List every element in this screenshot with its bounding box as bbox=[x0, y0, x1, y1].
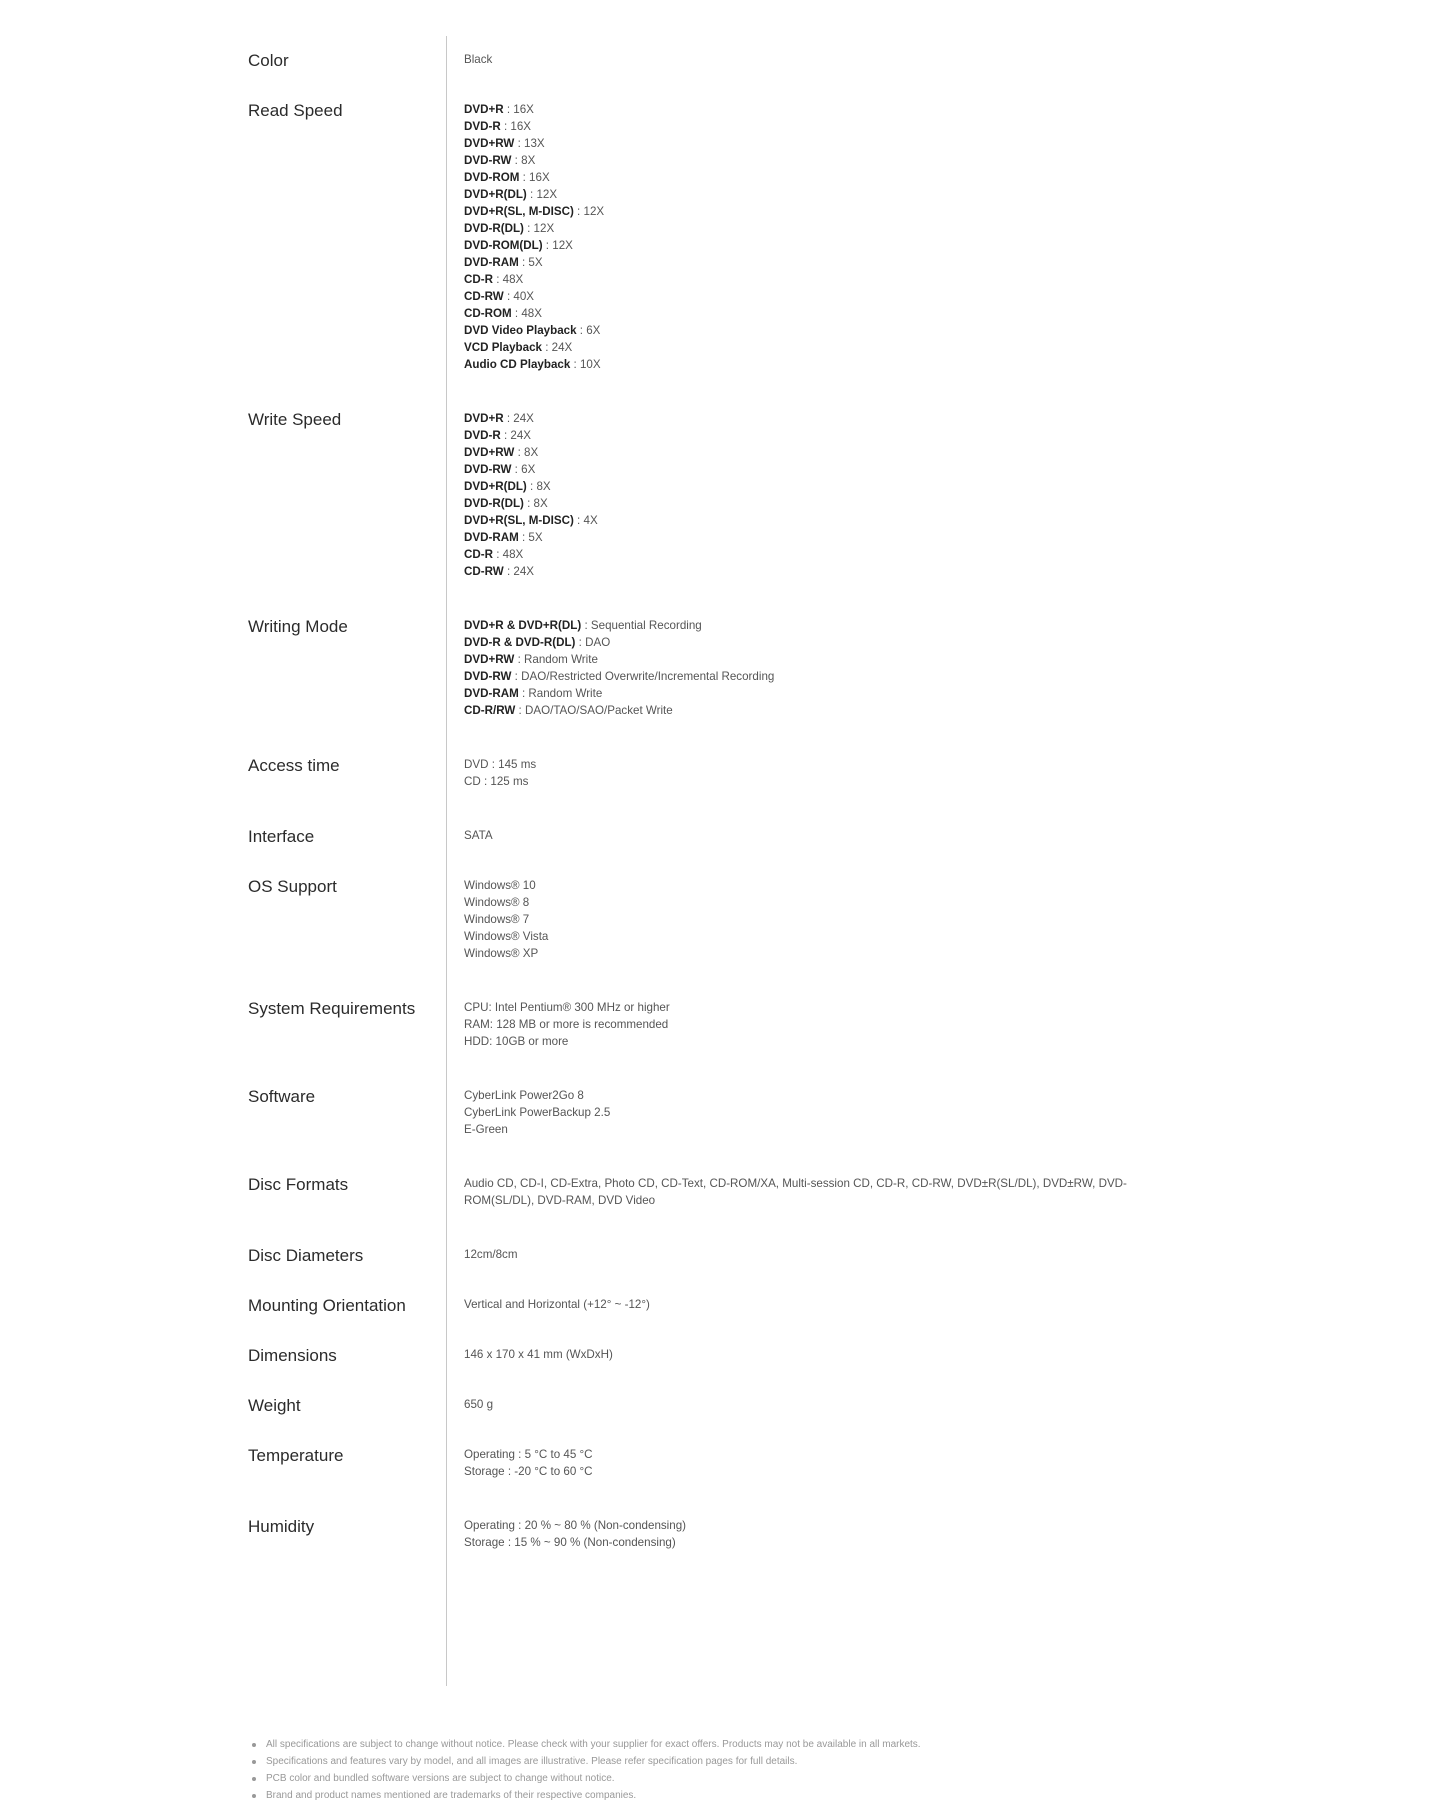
spec-text: : 10X bbox=[570, 358, 601, 371]
spec-value-line bbox=[464, 877, 548, 894]
spec-value-line bbox=[464, 945, 548, 962]
spec-value-line bbox=[464, 668, 774, 685]
spec-text: : 24X bbox=[500, 429, 532, 442]
spec-value-line bbox=[464, 1296, 650, 1313]
spec-label: Access time bbox=[248, 756, 340, 775]
spec-label: Dimensions bbox=[248, 1346, 337, 1365]
spec-text: : 48X bbox=[492, 548, 524, 561]
spec-key: CD-RW bbox=[464, 290, 504, 303]
spec-key: DVD-R bbox=[464, 429, 501, 442]
spec-label: Color bbox=[248, 51, 289, 70]
spec-key: DVD-R & DVD-R(DL) bbox=[464, 636, 576, 649]
spec-text: Windows® Vista bbox=[464, 930, 549, 943]
spec-value-line bbox=[464, 1517, 686, 1534]
spec-label: Weight bbox=[248, 1396, 301, 1415]
spec-key: DVD-RW bbox=[464, 154, 512, 167]
spec-value bbox=[464, 1231, 517, 1263]
spec-text: : DAO/TAO/SAO/Packet Write bbox=[515, 704, 673, 717]
spec-text: Vertical and Horizontal (+12° ~ -12°) bbox=[464, 1298, 650, 1311]
spec-label: OS Support bbox=[248, 877, 337, 896]
spec-text: : 12X bbox=[542, 239, 573, 252]
spec-text: DVD : 145 ms bbox=[464, 758, 537, 771]
spec-value bbox=[464, 602, 774, 719]
spec-key: DVD Video Playback bbox=[464, 324, 577, 337]
spec-text: : 16X bbox=[500, 120, 532, 133]
spec-value-line bbox=[464, 512, 598, 529]
spec-label: Interface bbox=[248, 827, 315, 846]
spec-value-line bbox=[464, 1446, 593, 1463]
spec-text: 146 x 170 x 41 mm (WxDxH) bbox=[464, 1348, 613, 1361]
spec-text: : 12X bbox=[523, 222, 555, 235]
spec-value-line bbox=[464, 444, 598, 461]
spec-value-line bbox=[464, 773, 536, 790]
spec-text: : 16X bbox=[503, 103, 534, 116]
spec-text: : 4X bbox=[573, 514, 598, 527]
footnote-list bbox=[238, 1736, 921, 1804]
spec-text: E-Green bbox=[464, 1123, 508, 1136]
spec-value bbox=[464, 1381, 493, 1413]
spec-value-line bbox=[464, 1016, 670, 1033]
spec-row bbox=[248, 86, 1248, 373]
spec-key: DVD+R bbox=[464, 103, 504, 116]
spec-value-line bbox=[464, 478, 598, 495]
spec-value-line bbox=[464, 1396, 493, 1413]
spec-text: Storage : 15 % ~ 90 % (Non-condensing) bbox=[464, 1536, 676, 1549]
spec-value-line bbox=[464, 634, 774, 651]
spec-text: : 48X bbox=[511, 307, 542, 320]
spec-row bbox=[248, 1502, 1248, 1551]
spec-text: CyberLink PowerBackup 2.5 bbox=[464, 1106, 611, 1119]
spec-key: VCD Playback bbox=[464, 341, 542, 354]
spec-value-line bbox=[464, 220, 604, 237]
spec-text: Windows® XP bbox=[464, 947, 539, 960]
spec-text: : 24X bbox=[503, 412, 534, 425]
spec-value-line bbox=[464, 1121, 610, 1138]
spec-text: : 24X bbox=[541, 341, 573, 354]
spec-value-line bbox=[464, 911, 548, 928]
spec-text: : 13X bbox=[514, 137, 545, 150]
spec-text: SATA bbox=[464, 829, 493, 842]
spec-text: : Random Write bbox=[518, 687, 603, 700]
spec-row bbox=[248, 1331, 1248, 1367]
spec-value-line bbox=[464, 928, 548, 945]
spec-key: DVD-RW bbox=[464, 670, 512, 683]
spec-text: : DAO bbox=[575, 636, 611, 649]
spec-label: Read Speed bbox=[248, 101, 343, 120]
spec-row bbox=[248, 1072, 1248, 1138]
spec-value-line bbox=[464, 1104, 610, 1121]
spec-text: : 5X bbox=[518, 531, 543, 544]
spec-text: Windows® 10 bbox=[464, 879, 536, 892]
spec-value-line bbox=[464, 51, 492, 68]
spec-label: Disc Formats bbox=[248, 1175, 349, 1194]
spec-value-line bbox=[464, 702, 774, 719]
spec-text: : Sequential Recording bbox=[581, 619, 702, 632]
spec-key: CD-R/RW bbox=[464, 704, 516, 717]
spec-value-line bbox=[464, 288, 604, 305]
spec-text: RAM: 128 MB or more is recommended bbox=[464, 1018, 669, 1031]
spec-value-line bbox=[464, 1033, 670, 1050]
footnote-item: Specifications and features vary by model, and all images are illustrative. Please refer specification pages for full details. bbox=[252, 1753, 921, 1770]
spec-key: DVD+R(DL) bbox=[464, 480, 527, 493]
spec-text: Audio CD, CD-I, CD-Extra, Photo CD, CD-Text, CD-ROM/XA, Multi-session CD, CD-R, CD-RW, DVD±R(SL/DL), DVD±RW, DVD-ROM(SL/DL), DVD-RAM, DVD Video bbox=[464, 1177, 1127, 1207]
spec-value-line bbox=[464, 461, 598, 478]
spec-value-line bbox=[464, 356, 604, 373]
spec-value-line bbox=[464, 1175, 1144, 1209]
spec-value-line bbox=[464, 495, 598, 512]
spec-value-line bbox=[464, 1463, 593, 1480]
spec-label: Write Speed bbox=[248, 410, 342, 429]
spec-value-line bbox=[464, 651, 774, 668]
spec-label: System Requirements bbox=[248, 999, 416, 1018]
spec-value bbox=[464, 862, 548, 962]
spec-value-line bbox=[464, 1346, 613, 1363]
spec-row bbox=[248, 1160, 1248, 1209]
spec-value-line bbox=[464, 305, 604, 322]
spec-text: Black bbox=[464, 53, 493, 66]
spec-key: DVD+R bbox=[464, 412, 504, 425]
spec-text: : 6X bbox=[511, 463, 536, 476]
spec-key: DVD+R(SL, M-DISC) bbox=[464, 514, 574, 527]
spec-key: DVD-RW bbox=[464, 463, 512, 476]
spec-value bbox=[464, 1160, 1144, 1209]
spec-key: DVD-R(DL) bbox=[464, 222, 524, 235]
spec-value bbox=[464, 984, 670, 1050]
footnote-item: PCB color and bundled software versions are subject to change without notice. bbox=[252, 1770, 921, 1787]
spec-value-line bbox=[464, 203, 604, 220]
spec-key: DVD-ROM(DL) bbox=[464, 239, 543, 252]
spec-value-line bbox=[464, 1534, 686, 1551]
spec-text: : 16X bbox=[519, 171, 550, 184]
spec-row bbox=[248, 602, 1248, 719]
spec-value bbox=[464, 86, 604, 373]
spec-value-line bbox=[464, 410, 598, 427]
spec-value-line bbox=[464, 237, 604, 254]
spec-key: DVD+R & DVD+R(DL) bbox=[464, 619, 582, 632]
spec-text: : 8X bbox=[523, 497, 548, 510]
spec-value-line bbox=[464, 169, 604, 186]
spec-text: : 8X bbox=[511, 154, 536, 167]
spec-label: Humidity bbox=[248, 1517, 315, 1536]
spec-key: CD-RW bbox=[464, 565, 504, 578]
spec-value-line bbox=[464, 322, 604, 339]
spec-value bbox=[464, 1502, 686, 1551]
spec-value-line bbox=[464, 685, 774, 702]
spec-key: CD-ROM bbox=[464, 307, 512, 320]
spec-table bbox=[248, 36, 1248, 1573]
spec-value bbox=[464, 741, 536, 790]
spec-value bbox=[464, 1431, 593, 1480]
spec-text: : 5X bbox=[518, 256, 543, 269]
spec-label: Writing Mode bbox=[248, 617, 348, 636]
spec-row bbox=[248, 862, 1248, 962]
spec-value-line bbox=[464, 1087, 610, 1104]
spec-text: Windows® 7 bbox=[464, 913, 530, 926]
spec-value-line bbox=[464, 339, 604, 356]
footnote-item: All specifications are subject to change without notice. Please check with your supplier for exact offers. Products may not be available in all markets. bbox=[252, 1736, 921, 1753]
spec-row bbox=[248, 1381, 1248, 1417]
spec-value bbox=[464, 812, 493, 844]
spec-value-line bbox=[464, 135, 604, 152]
spec-row bbox=[248, 395, 1248, 580]
spec-label: Disc Diameters bbox=[248, 1246, 364, 1265]
spec-text: : 12X bbox=[573, 205, 605, 218]
spec-row bbox=[248, 812, 1248, 848]
spec-value bbox=[464, 1281, 650, 1313]
spec-value-line bbox=[464, 101, 604, 118]
spec-text: CPU: Intel Pentium® 300 MHz or higher bbox=[464, 1001, 670, 1014]
spec-text: Operating : 20 % ~ 80 % (Non-condensing) bbox=[464, 1519, 687, 1532]
spec-row bbox=[248, 1431, 1248, 1480]
spec-value-line bbox=[464, 254, 604, 271]
spec-key: Audio CD Playback bbox=[464, 358, 571, 371]
spec-value-line bbox=[464, 563, 598, 580]
spec-text: Windows® 8 bbox=[464, 896, 530, 909]
spec-value-line bbox=[464, 271, 604, 288]
spec-label: Software bbox=[248, 1087, 316, 1106]
spec-text: 12cm/8cm bbox=[464, 1248, 518, 1261]
spec-key: DVD-RAM bbox=[464, 256, 519, 269]
spec-value bbox=[464, 395, 598, 580]
spec-value-line bbox=[464, 1246, 517, 1263]
spec-key: DVD-R(DL) bbox=[464, 497, 524, 510]
spec-row bbox=[248, 1281, 1248, 1317]
spec-value-line bbox=[464, 152, 604, 169]
spec-text: : 24X bbox=[503, 565, 535, 578]
spec-value-line bbox=[464, 894, 548, 911]
spec-text: Operating : 5 °C to 45 °C bbox=[464, 1448, 593, 1461]
spec-text: 650 g bbox=[464, 1398, 494, 1411]
spec-key: DVD+RW bbox=[464, 137, 515, 150]
spec-value-line bbox=[464, 999, 670, 1016]
spec-row bbox=[248, 741, 1248, 790]
spec-text: : 12X bbox=[526, 188, 558, 201]
spec-text: : Random Write bbox=[514, 653, 598, 666]
spec-text: : 40X bbox=[503, 290, 535, 303]
spec-key: DVD-R bbox=[464, 120, 501, 133]
spec-text: : 8X bbox=[526, 480, 551, 493]
spec-key: DVD+R(SL, M-DISC) bbox=[464, 205, 574, 218]
spec-row bbox=[248, 1231, 1248, 1267]
spec-label: Temperature bbox=[248, 1446, 344, 1465]
spec-text: : 8X bbox=[514, 446, 539, 459]
spec-row bbox=[248, 984, 1248, 1050]
spec-key: DVD-RAM bbox=[464, 687, 519, 700]
spec-value-line bbox=[464, 756, 536, 773]
spec-text: : 48X bbox=[492, 273, 524, 286]
spec-text: Storage : -20 °C to 60 °C bbox=[464, 1465, 593, 1478]
spec-value bbox=[464, 1072, 610, 1138]
spec-key: DVD-ROM bbox=[464, 171, 520, 184]
spec-key: DVD+R(DL) bbox=[464, 188, 527, 201]
spec-key: DVD+RW bbox=[464, 446, 515, 459]
spec-key: DVD-RAM bbox=[464, 531, 519, 544]
spec-text: HDD: 10GB or more bbox=[464, 1035, 569, 1048]
spec-text: CD : 125 ms bbox=[464, 775, 529, 788]
spec-row bbox=[248, 36, 1248, 72]
spec-key: DVD+RW bbox=[464, 653, 515, 666]
spec-text: : 6X bbox=[576, 324, 601, 337]
spec-value-line bbox=[464, 118, 604, 135]
spec-value bbox=[464, 36, 492, 68]
spec-label: Mounting Orientation bbox=[248, 1296, 406, 1315]
spec-key: CD-R bbox=[464, 273, 493, 286]
spec-value-line bbox=[464, 617, 774, 634]
spec-text: : DAO/Restricted Overwrite/Incremental Recording bbox=[511, 670, 775, 683]
spec-value-line bbox=[464, 529, 598, 546]
spec-value-line bbox=[464, 546, 598, 563]
spec-text: CyberLink Power2Go 8 bbox=[464, 1089, 584, 1102]
spec-value-line bbox=[464, 186, 604, 203]
spec-value-line bbox=[464, 427, 598, 444]
spec-key: CD-R bbox=[464, 548, 493, 561]
spec-value-line bbox=[464, 827, 493, 844]
footnote-item: Brand and product names mentioned are trademarks of their respective companies. bbox=[252, 1787, 921, 1804]
spec-value bbox=[464, 1331, 613, 1363]
